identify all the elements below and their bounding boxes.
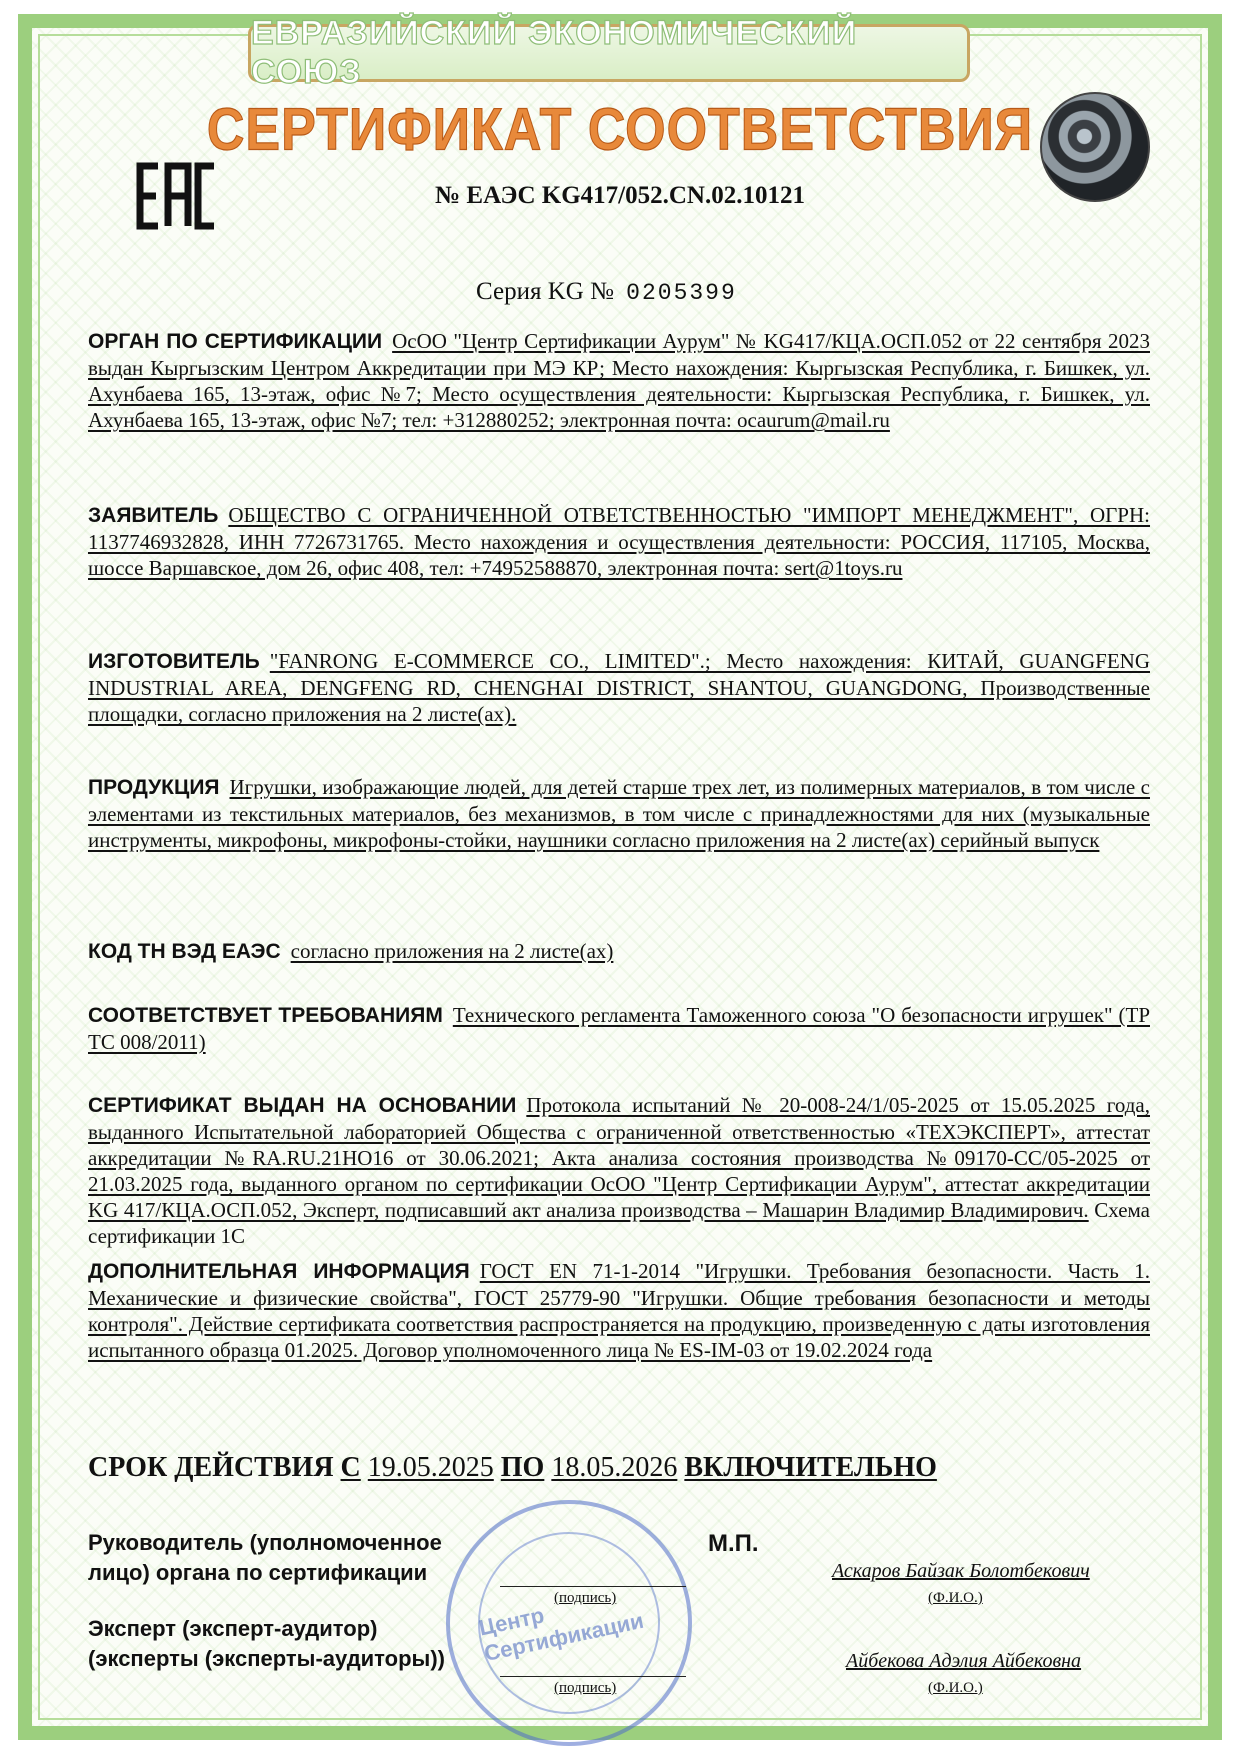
head-signature-line: [500, 1586, 686, 1587]
additional-text: ГОСТ EN 71-1-2014 "Игрушки. Требования безопасности. Часть 1. Механические и физические свойства", ГОСТ 25779-90 "Игрушки. Общие требования безопасности и методы контроля". Действие сертификата соответствия распространяется на продукцию, произведенную с даты изготовления испытанного образца 01.2025. Договор уполномоченного лица № ES-IM-03 от 19.02.2024 года: [88, 1259, 1150, 1362]
section-product: [88, 774, 1150, 853]
section-requirements: [88, 1002, 1150, 1055]
product-label: ПРОДУКЦИЯ: [88, 776, 220, 799]
validity-from-date: 19.05.2025: [367, 1452, 494, 1483]
seal-place-label: М.П.: [708, 1530, 759, 1557]
organ-label: ОРГАН ПО СЕРТИФИКАЦИИ: [88, 330, 383, 353]
expert-name: Айбекова Адэлия Айбековна: [846, 1650, 1082, 1672]
section-basis: [88, 1092, 1150, 1249]
stamp-text: Центр Сертификации: [461, 1515, 677, 1731]
head-label-line-1: Руководитель (уполномоченное: [88, 1530, 442, 1555]
expert-label-line-2: (эксперты (эксперты-аудиторы)): [88, 1646, 445, 1671]
organ-text: ОсОО "Центр Сертификации Аурум" № KG417/КЦА.ОСП.052 от 22 сентября 2023 выдан Кыргызским Центром Аккредитации при МЭ КР; Место нахождения: Кыргызская Республика, г. Бишкек, ул. Ахунбаева 165, 13-этаж, офис №7; Место осуществления деятельности: Кыргызская Республика, г. Бишкек, ул. Ахунбаева 165, 13-этаж, офис №7; тел: +312880252; электронная почта: ocaurum@mail.ru: [88, 329, 1150, 432]
validity-period: [88, 1452, 937, 1484]
head-label: [88, 1528, 442, 1588]
section-organ: [88, 328, 1150, 433]
head-signature-caption: (подпись): [554, 1590, 617, 1606]
basis-label: СЕРТИФИКАТ ВЫДАН НА ОСНОВАНИИ: [88, 1094, 517, 1117]
head-name: Аскаров Байзак Болотбекович: [832, 1560, 1090, 1582]
validity-label: СРОК ДЕЙСТВИЯ: [88, 1452, 334, 1483]
section-manufacturer: [88, 648, 1150, 727]
series-label: Серия KG №: [476, 278, 614, 305]
code-label: КОД ТН ВЭД ЕАЭС: [88, 940, 281, 963]
requirements-label: СООТВЕТСТВУЕТ ТРЕБОВАНИЯМ: [88, 1004, 443, 1027]
expert-fio-caption: (Ф.И.О.): [928, 1680, 983, 1696]
certificate-title: СЕРТИФИКАТ СООТВЕТСТВИЯ: [206, 96, 1034, 164]
series-line: [476, 278, 737, 306]
validity-to-date: 18.05.2026: [551, 1452, 678, 1483]
section-code: [88, 938, 1150, 965]
head-fio-caption: (Ф.И.О.): [928, 1590, 983, 1606]
expert-label: [88, 1614, 445, 1674]
validity-from-word: С: [340, 1452, 361, 1483]
organization-stamp: [446, 1500, 692, 1746]
union-name: ЕВРАЗИЙСКИЙ ЭКОНОМИЧЕСКИЙ СОЮЗ: [251, 14, 858, 91]
manufacturer-label: ИЗГОТОВИТЕЛЬ: [88, 650, 260, 673]
section-additional: [88, 1258, 1150, 1363]
validity-to-word: ПО: [500, 1452, 545, 1483]
expert-label-line-1: Эксперт (эксперт-аудитор): [88, 1616, 378, 1641]
applicant-text: ОБЩЕСТВО С ОГРАНИЧЕННОЙ ОТВЕТСТВЕННОСТЬЮ "ИМПОРТ МЕНЕДЖМЕНТ", ОГРН: 1137746932828, ИНН 7726731765. Место нахождения и осуществления деятельности: РОССИЯ, 117105, Москва, шоссе Варшавское, дом 26, офис 408, тел: +74952588870, электронная почта: sert@1toys.ru: [88, 503, 1150, 580]
product-text: Игрушки, изображающие людей, для детей старше трех лет, из полимерных материалов, в том числе с элементами из текстильных материалов, без механизмов, в том числе с принадлежностями для них (музыкальные инструменты, микрофоны, микрофоны-стойки, наушники согласно приложения на 2 листе(ах) серийный выпуск: [88, 775, 1150, 852]
manufacturer-text: "FANRONG E-COMMERCE CO., LIMITED".; Место нахождения: КИТАЙ, GUANGFENG INDUSTRIAL AREA, DENGFENG RD, CHENGHAI DISTRICT, SHANTOU, GUANGDONG, Производственные площадки, согласно приложения на 2 листе(ах).: [88, 649, 1150, 726]
head-label-line-2: лицо) органа по сертификации: [88, 1560, 428, 1585]
code-text: согласно приложения на 2 листе(ах): [290, 939, 614, 963]
basis-text: Протокола испытаний № 20-008-24/1/05-2025 от 15.05.2025 года, выданного Испытательной лабораторией Общества с ограниченной ответственностью «ТЕХЭКСПЕРТ», аттестат аккредитации №RA.RU.21НО16 от 30.06.2021; Акта анализа состояния производства №09170-СС/05-2025 от 21.03.2025 года, выданного органом по сертификации ОсОО "Центр Сертификации Аурум", аттестат аккредитации KG 417/КЦА.ОСП.052, Эксперт, подписавший акт анализа производства – Машарин Владимир Владимирович.: [88, 1093, 1150, 1222]
basis-scheme: Схема сертификации 1С: [88, 1198, 1150, 1248]
validity-suffix: ВКЛЮЧИТЕЛЬНО: [684, 1452, 937, 1483]
expert-signature-caption: (подпись): [554, 1680, 617, 1696]
union-banner: [248, 14, 970, 91]
section-applicant: [88, 502, 1150, 581]
additional-label: ДОПОЛНИТЕЛЬНАЯ ИНФОРМАЦИЯ: [88, 1260, 470, 1283]
certificate-number: № ЕАЭС KG417/052.CN.02.10121: [435, 182, 805, 209]
requirements-text: Технического регламента Таможенного союза "О безопасности игрушек" (ТР ТС 008/2011): [88, 1003, 1150, 1054]
applicant-label: ЗАЯВИТЕЛЬ: [88, 504, 219, 527]
series-number: 0205399: [626, 280, 737, 306]
expert-signature-line: [500, 1676, 686, 1677]
